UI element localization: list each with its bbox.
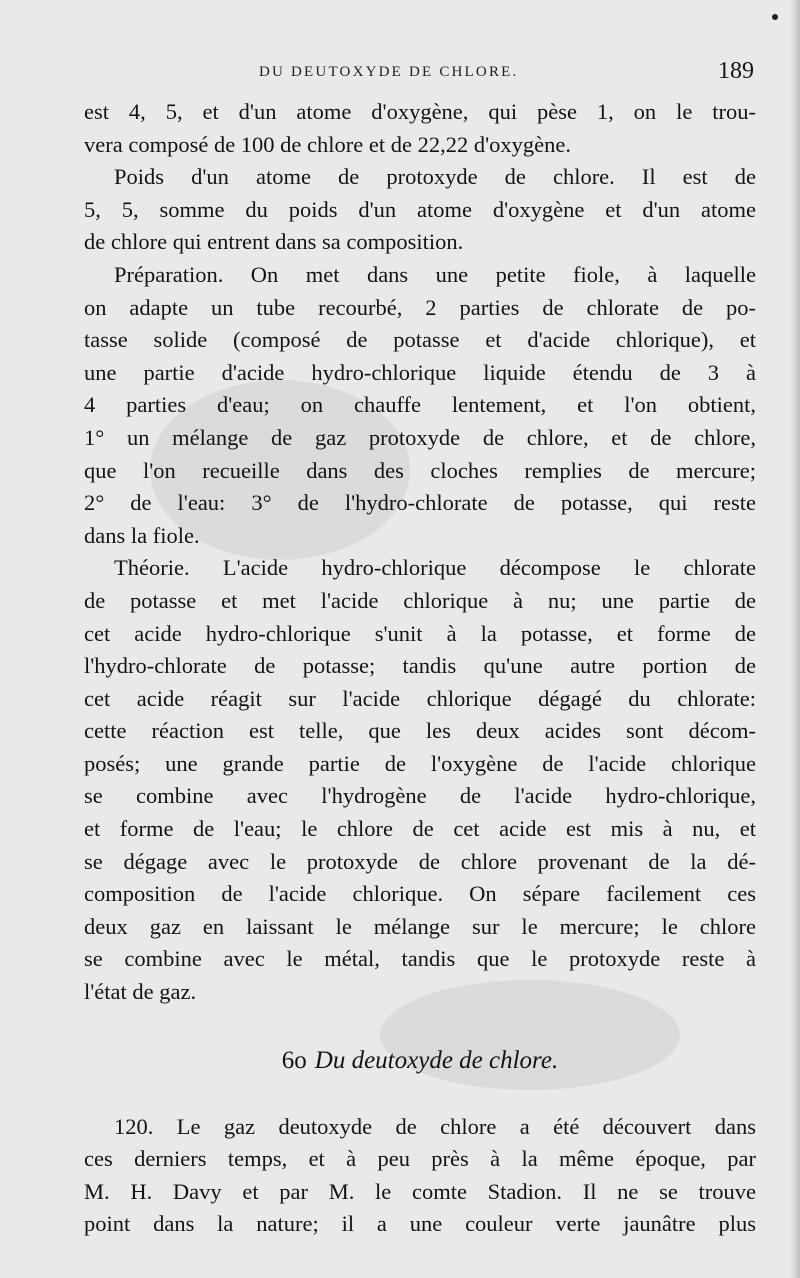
text-line: une partie d'acide hydro-chlorique liquide étendu de 3 à [84, 359, 756, 385]
text-line: Poids d'un atome de protoxyde de chlore. Il est de [114, 164, 756, 190]
text-line: est 4, 5, et d'un atome d'oxygène, qui pèse 1, on le trou- [84, 99, 756, 124]
ink-dot [772, 14, 778, 20]
text-line: Préparation. On met dans une petite fiole, à laquelle [114, 261, 756, 287]
text-line: cet acide réagit sur l'acide chlorique dégagé du chlorate: [84, 685, 756, 711]
section-title: Du deutoxyde de chlore. [314, 1046, 559, 1074]
text-line: de potasse et met l'acide chlorique à nu; une partie de [84, 587, 756, 613]
text-line: M. H. Davy et par M. le comte Stadion. Il ne se trouve [84, 1178, 756, 1204]
section-heading [84, 1035, 756, 1087]
page-edge-shadow [790, 0, 800, 1278]
text-line: se combine avec l'hydrogène de l'acide hydro-chlorique, [84, 783, 756, 809]
text-line: se dégage avec le protoxyde de chlore provenant de la dé- [84, 848, 756, 874]
text-line: de chlore qui entrent dans sa composition. [84, 229, 464, 255]
text-line: ces derniers temps, et à peu près à la même époque, par [84, 1146, 756, 1172]
text-line: tasse solide (composé de potasse et d'acide chlorique), et [84, 327, 756, 353]
section-body [84, 1111, 756, 1241]
text-line: posés; une grande partie de l'oxygène de l'acide chlorique [84, 750, 756, 776]
body-text [84, 96, 756, 1009]
running-head [84, 58, 756, 94]
text-line: cet acide hydro-chlorique s'unit à la potasse, et forme de [84, 620, 756, 646]
text-line: l'hydro-chlorate de potasse; tandis qu'une autre portion de [84, 653, 756, 679]
text-line: vera composé de 100 de chlore et de 22,22 d'oxygène. [84, 131, 572, 157]
running-title: DU DEUTOXYDE DE CHLORE. [259, 64, 519, 80]
text-line: on adapte un tube recourbé, 2 parties de chlorate de po- [84, 294, 756, 320]
page-number: 189 [718, 58, 754, 84]
text-line: Théorie. L'acide hydro-chlorique décompose le chlorate [114, 555, 756, 581]
text-line: dans la fiole. [84, 522, 200, 548]
text-line: se combine avec le métal, tandis que le protoxyde reste à [84, 946, 756, 972]
text-line: composition de l'acide chlorique. On sépare facilement ces [84, 881, 756, 907]
text-line: cette réaction est telle, que les deux acides sont décom- [84, 718, 756, 744]
text-line: deux gaz en laissant le mélange sur le mercure; le chlore [84, 913, 756, 939]
text-line: point dans la nature; il a une couleur verte jaunâtre plus [84, 1211, 756, 1237]
text-line: que l'on recueille dans des cloches remplies de mercure; [84, 457, 756, 483]
text-line: 5, 5, somme du poids d'un atome d'oxygène et d'un atome [84, 196, 756, 222]
text-line: 2° de l'eau: 3° de l'hydro-chlorate de potasse, qui reste [84, 490, 756, 516]
text-line: 1° un mélange de gaz protoxyde de chlore, et de chlore, [84, 424, 756, 450]
text-line: l'état de gaz. [84, 979, 197, 1005]
text-block [84, 58, 756, 1241]
text-line: 120. Le gaz deutoxyde de chlore a été découvert dans [114, 1113, 756, 1139]
text-line: et forme de l'eau; le chlore de cet acide est mis à nu, et [84, 816, 756, 842]
section-number: 6o [281, 1046, 307, 1074]
text-line: 4 parties d'eau; on chauffe lentement, et l'on obtient, [84, 392, 756, 418]
